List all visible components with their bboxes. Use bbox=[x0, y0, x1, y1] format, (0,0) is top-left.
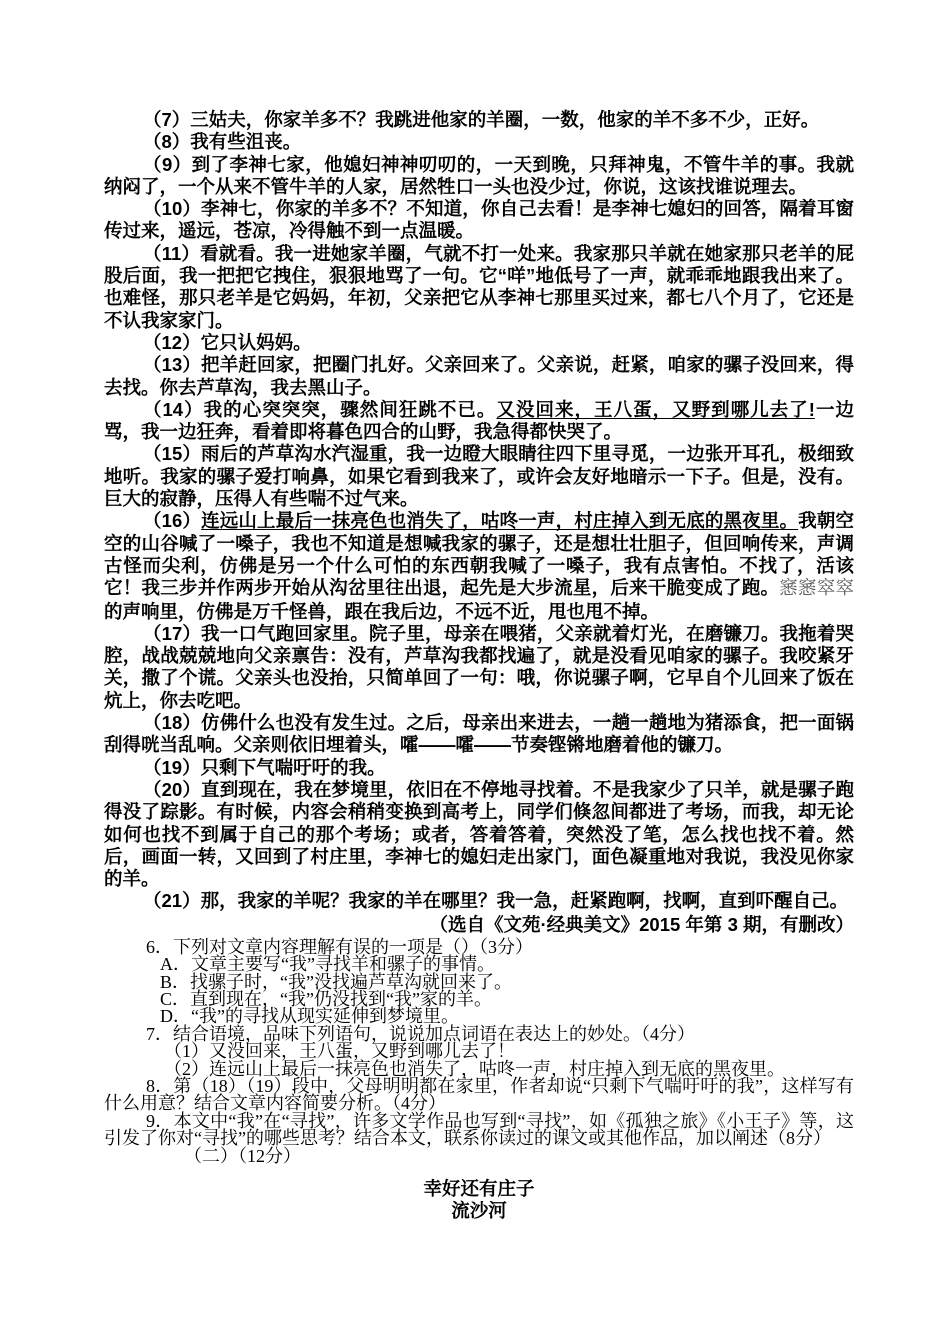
passage-text: （15）雨后的芦草沟水汽湿重，我一边瞪大眼睛往四下里寻觅，一边张开耳孔，极细致地听。我家的骡子爱打响鼻，如果它看到我来了，或许会友好地暗示一下子。但是，没有。巨大的寂静，压得人有些喘不过气来。 bbox=[104, 443, 854, 510]
passage-text: （12）它只认妈妈。 bbox=[143, 331, 312, 353]
passage-paragraph bbox=[104, 510, 854, 622]
next-passage-header bbox=[104, 1178, 854, 1222]
question-6-option-B: B．找骡子时，“我”没找遍芦草沟就回来了。 bbox=[160, 971, 512, 992]
passage-text: （19）只剩下气喘吁吁的我。 bbox=[143, 756, 386, 778]
question-6-option-D: D．“我”的寻找从现实延伸到梦境里。 bbox=[160, 1006, 459, 1027]
underlined-text: 连远山上最后一抹亮色也消失了，咕咚一声，村庄掉入到无底的黑夜里。 bbox=[201, 510, 799, 532]
passage-paragraph bbox=[104, 712, 854, 757]
next-passage-author: 流沙河 bbox=[451, 1199, 507, 1221]
passage-text: （17）我一口气跑回家里。院子里，母亲在喂猪，父亲就着灯光，在磨镰刀。我拖着哭腔，战战兢兢地向父亲禀告：没有，芦草沟我都找遍了，就是没看见咱家的骡子。我咬紧牙关，撒了个谎。父亲头也没抬，只简单回了一句：哦，你说骡子啊，它早自个儿回来了饭在炕上，你去吃吧。 bbox=[104, 622, 854, 711]
next-passage-title: 幸好还有庄子 bbox=[423, 1177, 535, 1199]
passage-paragraph bbox=[104, 332, 854, 354]
passage-paragraph bbox=[104, 443, 854, 510]
question-7-item-2: （2）连远山上最后一抹亮色也消失了，咕咚一声，村庄掉入到无底的黑夜里。 bbox=[164, 1058, 785, 1079]
passage-paragraph bbox=[104, 890, 854, 912]
passage-text: （16） bbox=[143, 510, 202, 532]
passage-text: （11）看就看。我一进她家羊圈，气就不打一处来。我家那只羊就在她家那只老羊的屁股后面，我一把把它拽住，狠狠地骂了一句。它“咩”地低号了一声，就乖乖地跟我出来了。也难怪，那只老羊是它妈妈，年初，父亲把它从李神七那里买过来，都七八个月了，它还是不认我家家门。 bbox=[104, 242, 854, 331]
passage-paragraph bbox=[104, 243, 854, 332]
passage bbox=[104, 109, 854, 913]
passage-text: （9）到了李神七家，他媳妇神神叨叨的，一天到晚，只拜神鬼，不管牛羊的事。我就纳闷了，一个从来不管牛羊的人家，居然牲口一头也没少过，你说，这该找谁说理去。 bbox=[104, 153, 854, 197]
question-6-options bbox=[104, 956, 854, 1026]
passage-text: （20）直到现在，我在梦境里，依旧在不停地寻找着。不是我家少了只羊，就是骡子跑得没了踪影。有时候，内容会稍稍变换到高考上，同学们倏忽间都进了考场，而我，却无论如何也找不到属于自己的那个考场；或者，答着答着，突然没了笔，怎么找也找不着。然后，画面一转，又回到了村庄里，李神七的媳妇走出家门，面色凝重地对我说，我没见你家的羊。 bbox=[104, 778, 854, 890]
passage-paragraph bbox=[104, 757, 854, 779]
passage-paragraph bbox=[104, 354, 854, 399]
passage-text: 我朝空空的山谷喊了一嗓子，我也不知道是想喊我家的骡子，还是想壮壮胆子，但回响传来，声调古怪而尖利，仿佛是另一个什么可怕的东西朝我喊了一嗓子，我有点害怕。不找了，活该它！我三步并作两步开始从沟岔里往出退，起先是大步流星，后来干脆变成了跑。 bbox=[104, 510, 854, 599]
question-7-items bbox=[104, 1043, 854, 1078]
section-2-heading: （二）（12分） bbox=[184, 1145, 301, 1166]
passage-paragraph bbox=[104, 623, 854, 712]
underlined-text: 又没回来，王八蛋，又野到哪儿去了! bbox=[496, 398, 815, 420]
passage-paragraph bbox=[104, 399, 854, 444]
question-6-stem: 6．下列对文章内容理解有误的一项是（）（3分） bbox=[146, 936, 533, 957]
source-line: （选自《文苑·经典美文》2015 年第 3 期，有删改） bbox=[429, 913, 854, 935]
passage-paragraph bbox=[104, 779, 854, 890]
passage-text: 的声响里，仿佛是万千怪兽，跟在我后边，不远不近，甩也甩不掉。 bbox=[104, 600, 660, 622]
question-8-stem: 8．第（18）（19）段中，父母明明都在家里，作者却说“只剩下气喘吁吁的我”，这样写有什么用意？结合文章内容简要分析。（4分） bbox=[104, 1075, 854, 1114]
rare-glyph-text: 窸窸窣窣 bbox=[779, 579, 854, 600]
question-7-item-1: （1）又没回来，王八蛋，又野到哪儿去了！ bbox=[164, 1041, 515, 1062]
passage-text: （7）三姑夫，你家羊多不？我跳进他家的羊圈，一数，他家的羊不多不少，正好。 bbox=[143, 109, 820, 130]
passage-text: （18）仿佛什么也没有发生过。之后，母亲出来进去，一趟一趟地为猪添食，把一面锅刮得咣当乱响。父亲则依旧埋着头，嚯——嚯——节奏铿锵地磨着他的镰刀。 bbox=[104, 712, 854, 756]
passage-text: （8）我有些沮丧。 bbox=[143, 131, 302, 153]
passage-text: 一边骂，我一边狂奔，看着即将暮色四合的山野，我急得都快哭了。 bbox=[104, 398, 854, 443]
passage-text: （13）把羊赶回家，把圈门扎好。父亲回来了。父亲说，赶紧，咱家的骡子没回来，得去找。你去芦草沟，我去黑山子。 bbox=[104, 354, 854, 398]
passage-text: （14）我的心突突突，骤然间狂跳不已。 bbox=[143, 398, 497, 420]
passage-paragraph bbox=[104, 109, 854, 131]
passage-paragraph bbox=[104, 198, 854, 243]
passage-paragraph bbox=[104, 154, 854, 199]
passage-paragraph bbox=[104, 131, 854, 153]
question-6-option-A: A．文章主要写“我”寻找羊和骡子的事情。 bbox=[160, 954, 495, 975]
passage-text: （21）那，我家的羊呢？我家的羊在哪里？我一急，赶紧跑啊，找啊，直到吓醒自己。 bbox=[143, 890, 849, 912]
question-7-stem: 7．结合语境，品味下列语句，说说加点词语在表达上的妙处。（4分） bbox=[146, 1023, 695, 1044]
question-9-stem: 9．本文中“我”在“寻找”，许多文学作品也写到“寻找”，如《孤独之旅》《小王子》等，这引发了你对“寻找”的哪些思考？结合本文，联系你读过的课文或其他作品，加以阐述（8分） bbox=[104, 1110, 854, 1149]
questions-section bbox=[104, 936, 854, 1166]
document-content bbox=[104, 109, 854, 1222]
question-6-option-C: C．直到现在，“我”仍没找到“我”家的羊。 bbox=[160, 988, 492, 1009]
passage-text: （10）李神七，你家的羊多不？不知道，你自己去看！是李神七媳妇的回答，隔着耳窗传过来，遥远，苍凉，冷得触不到一点温暖。 bbox=[104, 198, 854, 242]
